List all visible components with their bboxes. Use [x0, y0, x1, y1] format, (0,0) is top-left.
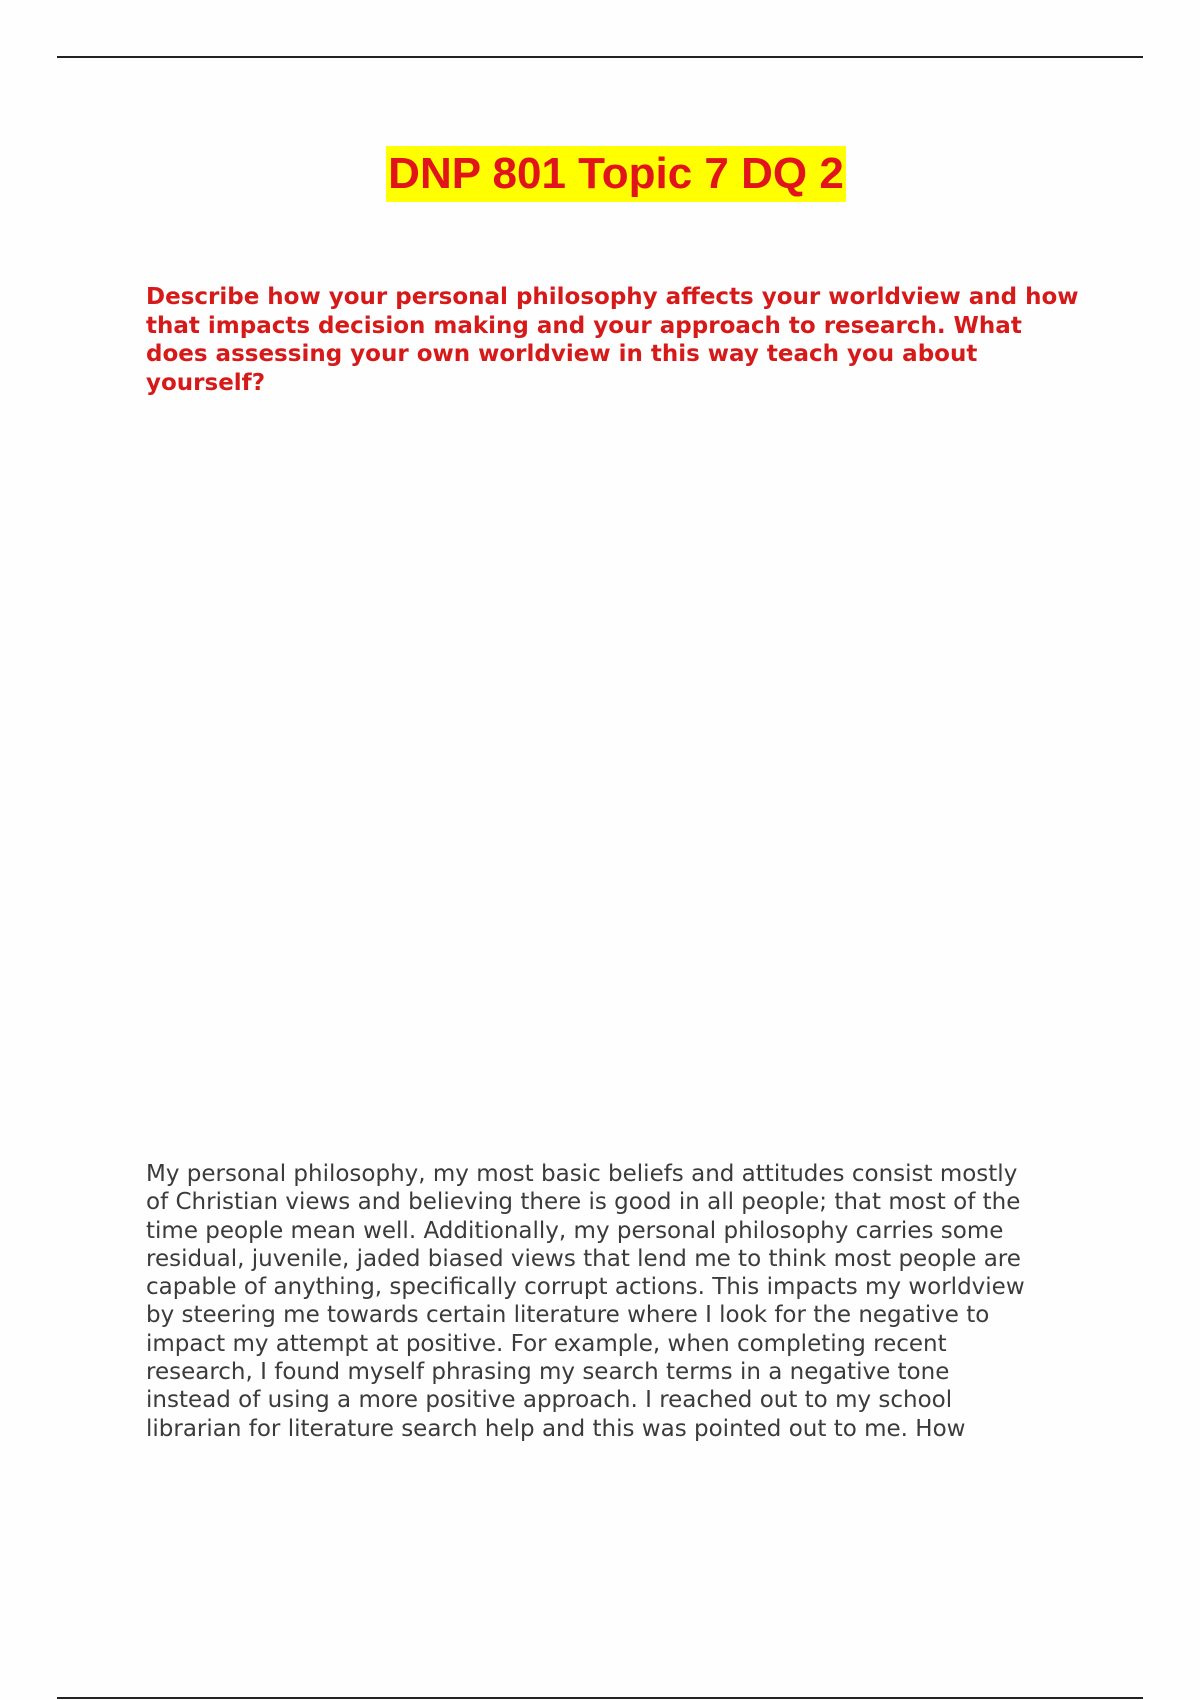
title-container — [0, 146, 1200, 202]
footer-rule — [57, 1697, 1143, 1699]
discussion-question: Describe how your personal philosophy affects your worldview and how that impacts decision making and your approach to research. What does assessing your own worldview in this way teach you about yourself? — [146, 284, 1079, 396]
document-title: DNP 801 Topic 7 DQ 2 — [386, 146, 846, 202]
answer-paragraph: My personal philosophy, my most basic beliefs and attitudes consist mostly of Christian views and believing there is good in all people; that most of the time people mean well. Additionally, my personal philosophy carries some residual, juvenile, jaded biased views that lend me to think most people are capable of anything, specifically corrupt actions. This impacts my worldview by steering me towards certain literature where I look for the negative to impact my attempt at positive. For example, when completing recent research, I found myself phrasing my search terms in a negative tone instead of using a more positive approach. I reached out to my school librarian for literature search help and this was pointed out to me. How — [146, 1161, 1025, 1442]
header-rule — [57, 56, 1143, 58]
